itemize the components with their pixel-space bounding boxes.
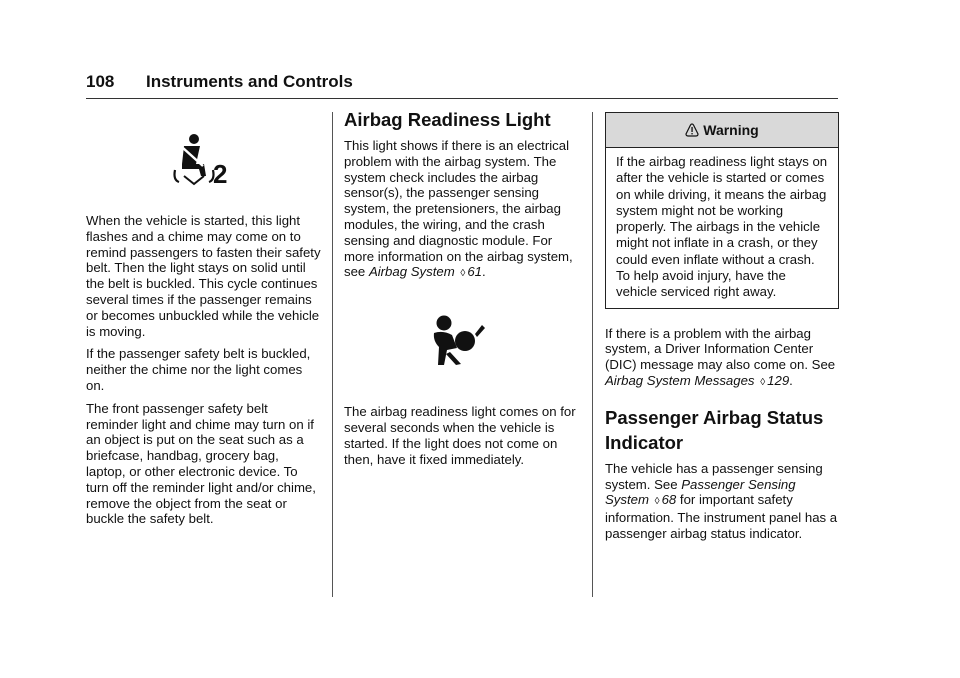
page-ref-number[interactable]: 61 bbox=[467, 264, 482, 280]
seatbelt-reminder-2-icon bbox=[170, 132, 234, 186]
page-ref-number[interactable]: 68 bbox=[661, 492, 677, 508]
col1-paragraph-2: If the passenger safety belt is buckled, neither the chime nor the light comes on. bbox=[86, 346, 311, 393]
page-ref-icon: ◊ bbox=[654, 496, 660, 508]
page-number: 108 bbox=[86, 72, 115, 91]
airbag-system-messages-link[interactable]: Airbag System Messages bbox=[605, 373, 755, 389]
section-title: Instruments and Controls bbox=[146, 72, 353, 91]
col2-paragraph-2: The airbag readiness light comes on for several seconds when the vehicle is started. If the light does not come on then, have it fixed immediately. bbox=[344, 404, 576, 467]
passenger-airbag-status-heading: Passenger Airbag Status Indicator bbox=[605, 406, 824, 453]
header-rule bbox=[86, 98, 838, 99]
column-divider-2 bbox=[592, 112, 593, 597]
warning-box bbox=[605, 112, 839, 309]
col1-paragraph-1: When the vehicle is started, this light flashes and a chime may come on to remind passengers to fasten their safety belt. Then the light stays on solid until the belt is buckled. This cycle continues several times if the passenger remains or becomes unbuckled while the vehicle is moving. bbox=[86, 213, 321, 339]
page-ref-number[interactable]: 129 bbox=[767, 373, 790, 389]
column-2 bbox=[344, 108, 580, 474]
warning-text: If the airbag readiness light stays on after the vehicle is started or comes on while driving, it means the airbag system might not be working properly. The airbags in the vehicle might not inflate in a crash, or they could even inflate without a crash. To help avoid injury, have the vehicle serviced right away. bbox=[616, 154, 828, 300]
airbag-system-link[interactable]: Airbag System bbox=[368, 264, 455, 280]
passenger-sensing-system-link[interactable]: Passenger Sensing System bbox=[605, 476, 796, 508]
col3-paragraph-1: If there is a problem with the airbag system, a Driver Information Center (DIC) message may also come on. See Airbag System Messages ◊ 129. bbox=[605, 325, 836, 389]
page-header bbox=[86, 72, 838, 92]
page-ref-icon: ◊ bbox=[460, 268, 466, 280]
warning-triangle-icon bbox=[685, 123, 699, 137]
seatbelt-icon-label: 2 bbox=[213, 159, 228, 186]
airbag-readiness-heading: Airbag Readiness Light bbox=[344, 109, 551, 130]
airbag-readiness-icon bbox=[430, 314, 486, 366]
column-1 bbox=[86, 108, 322, 534]
col3-paragraph-2: The vehicle has a passenger sensing system. See Passenger Sensing System ◊ 68 for important safety information. The instrument panel has a passenger airbag status indicator. bbox=[605, 460, 838, 542]
column-3 bbox=[605, 108, 839, 549]
col1-paragraph-3: The front passenger safety belt reminder light and chime may turn on if an object is put on the seat such as a briefcase, handbag, grocery bag, laptop, or other electronic device. To turn off the reminder light and/or chime, remove the object from the seat or buckle the safety belt. bbox=[86, 400, 316, 527]
warning-title: Warning bbox=[703, 122, 759, 138]
column-divider-1 bbox=[332, 112, 333, 597]
col2-paragraph-1: This light shows if there is an electrical problem with the airbag system. The system check includes the airbag sensor(s), the passenger sensing system, the pretensioners, the airbag modules, the wiring, and the crash sensing and diagnostic module. For more information on the airbag system, see Airbag System ◊ 61. bbox=[344, 138, 573, 280]
warning-header bbox=[606, 113, 838, 148]
page-ref-icon: ◊ bbox=[760, 377, 766, 389]
